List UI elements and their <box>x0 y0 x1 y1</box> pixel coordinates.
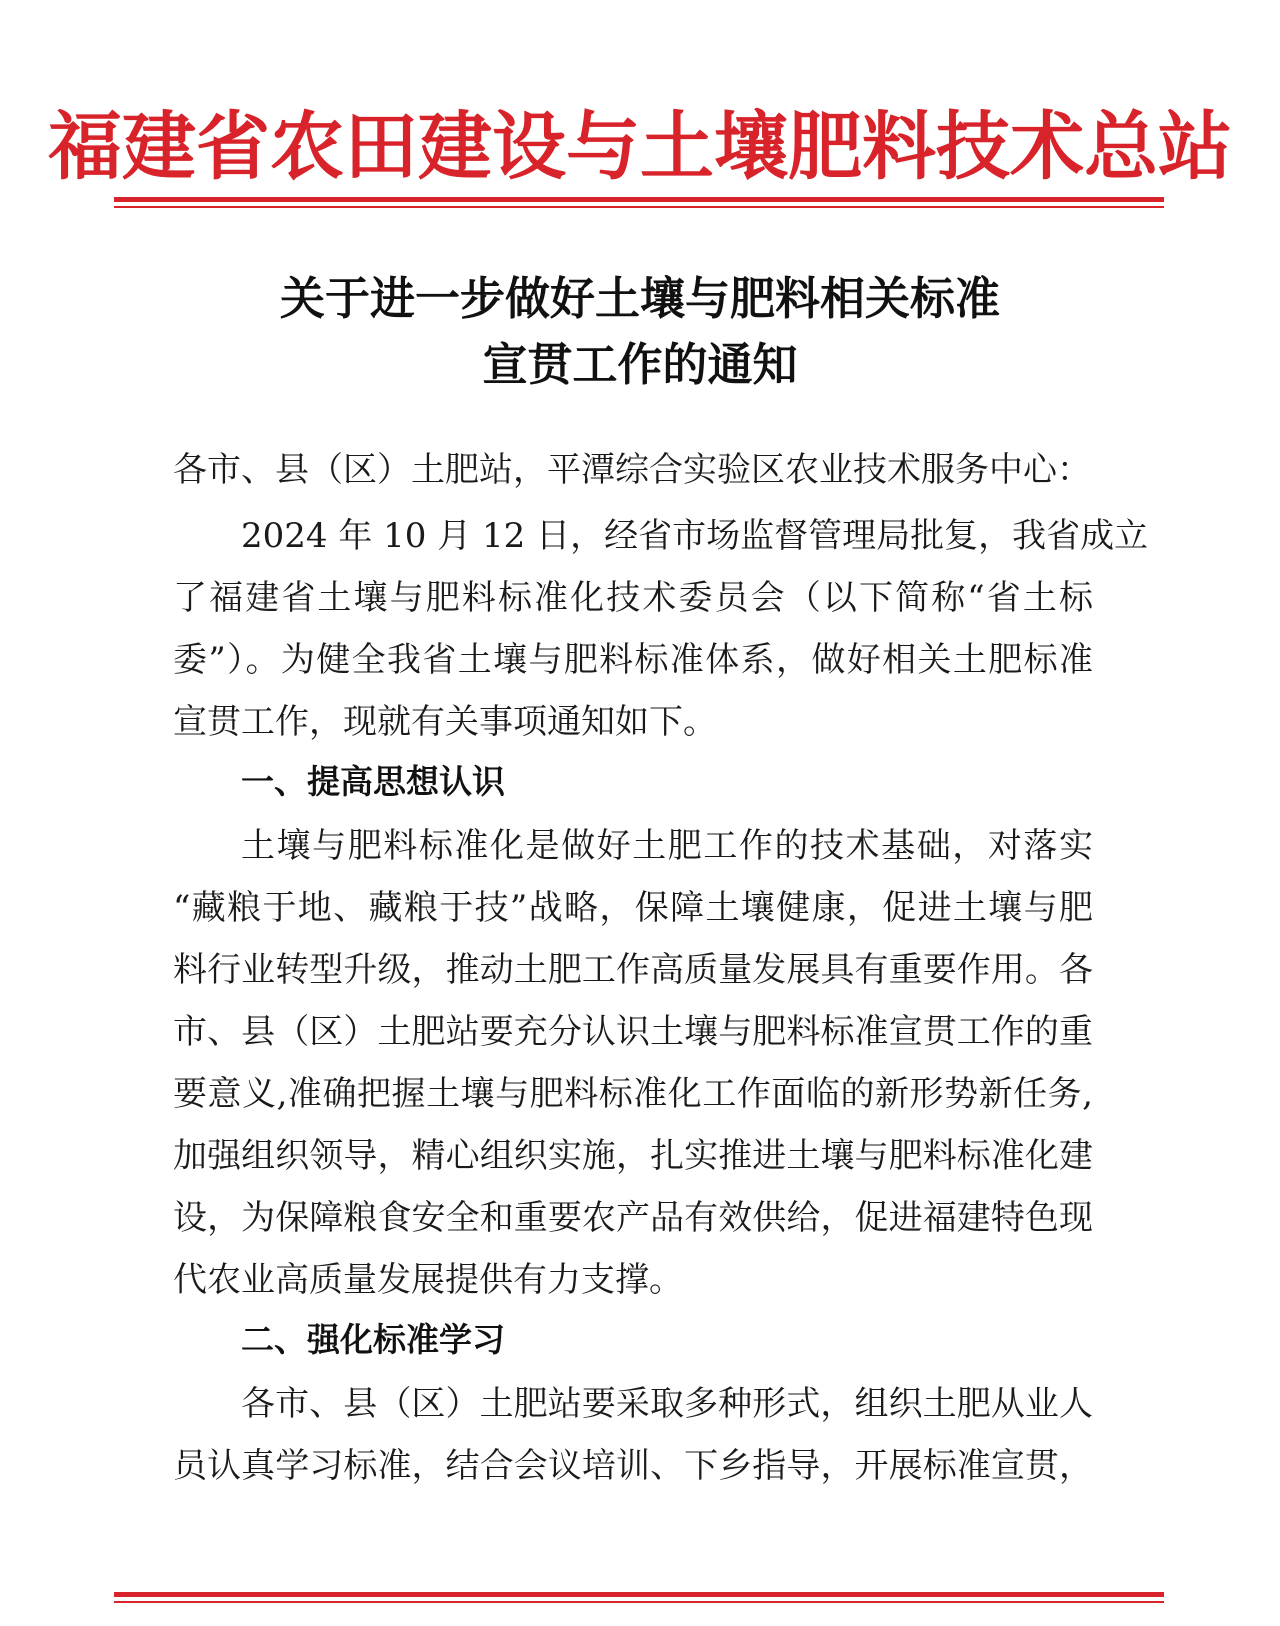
section-2-line: 各市、县（区）土肥站要采取多种形式，组织土肥从业人 <box>241 1384 1093 1424</box>
section-1-line: 要意义,准确把握土壤与肥料标准化工作面临的新形势新任务, <box>173 1074 1093 1114</box>
salutation: 各市、县（区）土肥站，平潭综合实验区农业技术服务中心： <box>173 450 1091 490</box>
footer-red-rule <box>114 1592 1164 1603</box>
rule-thick-line <box>114 197 1164 202</box>
section-1-line: “藏粮于地、藏粮于技”战略，保障土壤健康，促进土壤与肥 <box>173 888 1093 928</box>
section-1-line: 加强组织领导，精心组织实施，扎实推进土壤与肥料标准化建 <box>173 1136 1093 1176</box>
section-1-line: 设，为保障粮食安全和重要农产品有效供给，促进福建特色现 <box>173 1198 1093 1238</box>
rule-thin-line <box>114 206 1164 208</box>
rule-thin-line <box>114 1601 1164 1603</box>
document-title-line-1: 关于进一步做好土壤与肥料相关标准 <box>279 272 1000 325</box>
rule-thick-line <box>114 1592 1164 1597</box>
section-1-line: 市、县（区）土肥站要充分认识土壤与肥料标准宣贯工作的重 <box>173 1012 1093 1052</box>
letterhead-red-rule <box>114 197 1164 208</box>
section-1-line: 土壤与肥料标准化是做好土肥工作的技术基础，对落实 <box>241 826 1093 866</box>
intro-line: 了福建省土壤与肥料标准化技术委员会（以下简称“省土标 <box>173 578 1093 618</box>
section-1-line: 料行业转型升级，推动土肥工作高质量发展具有重要作用。各 <box>173 950 1093 990</box>
letterhead-org-name: 福建省农田建设与土壤肥料技术总站 <box>48 104 1232 190</box>
section-2-heading: 二、强化标准学习 <box>241 1320 505 1359</box>
section-1-line: 代农业高质量发展提供有力支撑。 <box>173 1260 683 1300</box>
section-2-line: 员认真学习标准，结合会议培训、下乡指导，开展标准宣贯， <box>173 1446 1093 1486</box>
section-1-heading: 一、提高思想认识 <box>241 762 505 801</box>
intro-line: 委”）。为健全我省土壤与肥料标准体系，做好相关土肥标准 <box>173 640 1093 680</box>
intro-line: 2024 年 10 月 12 日，经省市场监督管理局批复，我省成立 <box>241 516 1149 556</box>
intro-line: 宣贯工作，现就有关事项通知如下。 <box>173 702 717 742</box>
document-title-line-2: 宣贯工作的通知 <box>482 338 798 391</box>
